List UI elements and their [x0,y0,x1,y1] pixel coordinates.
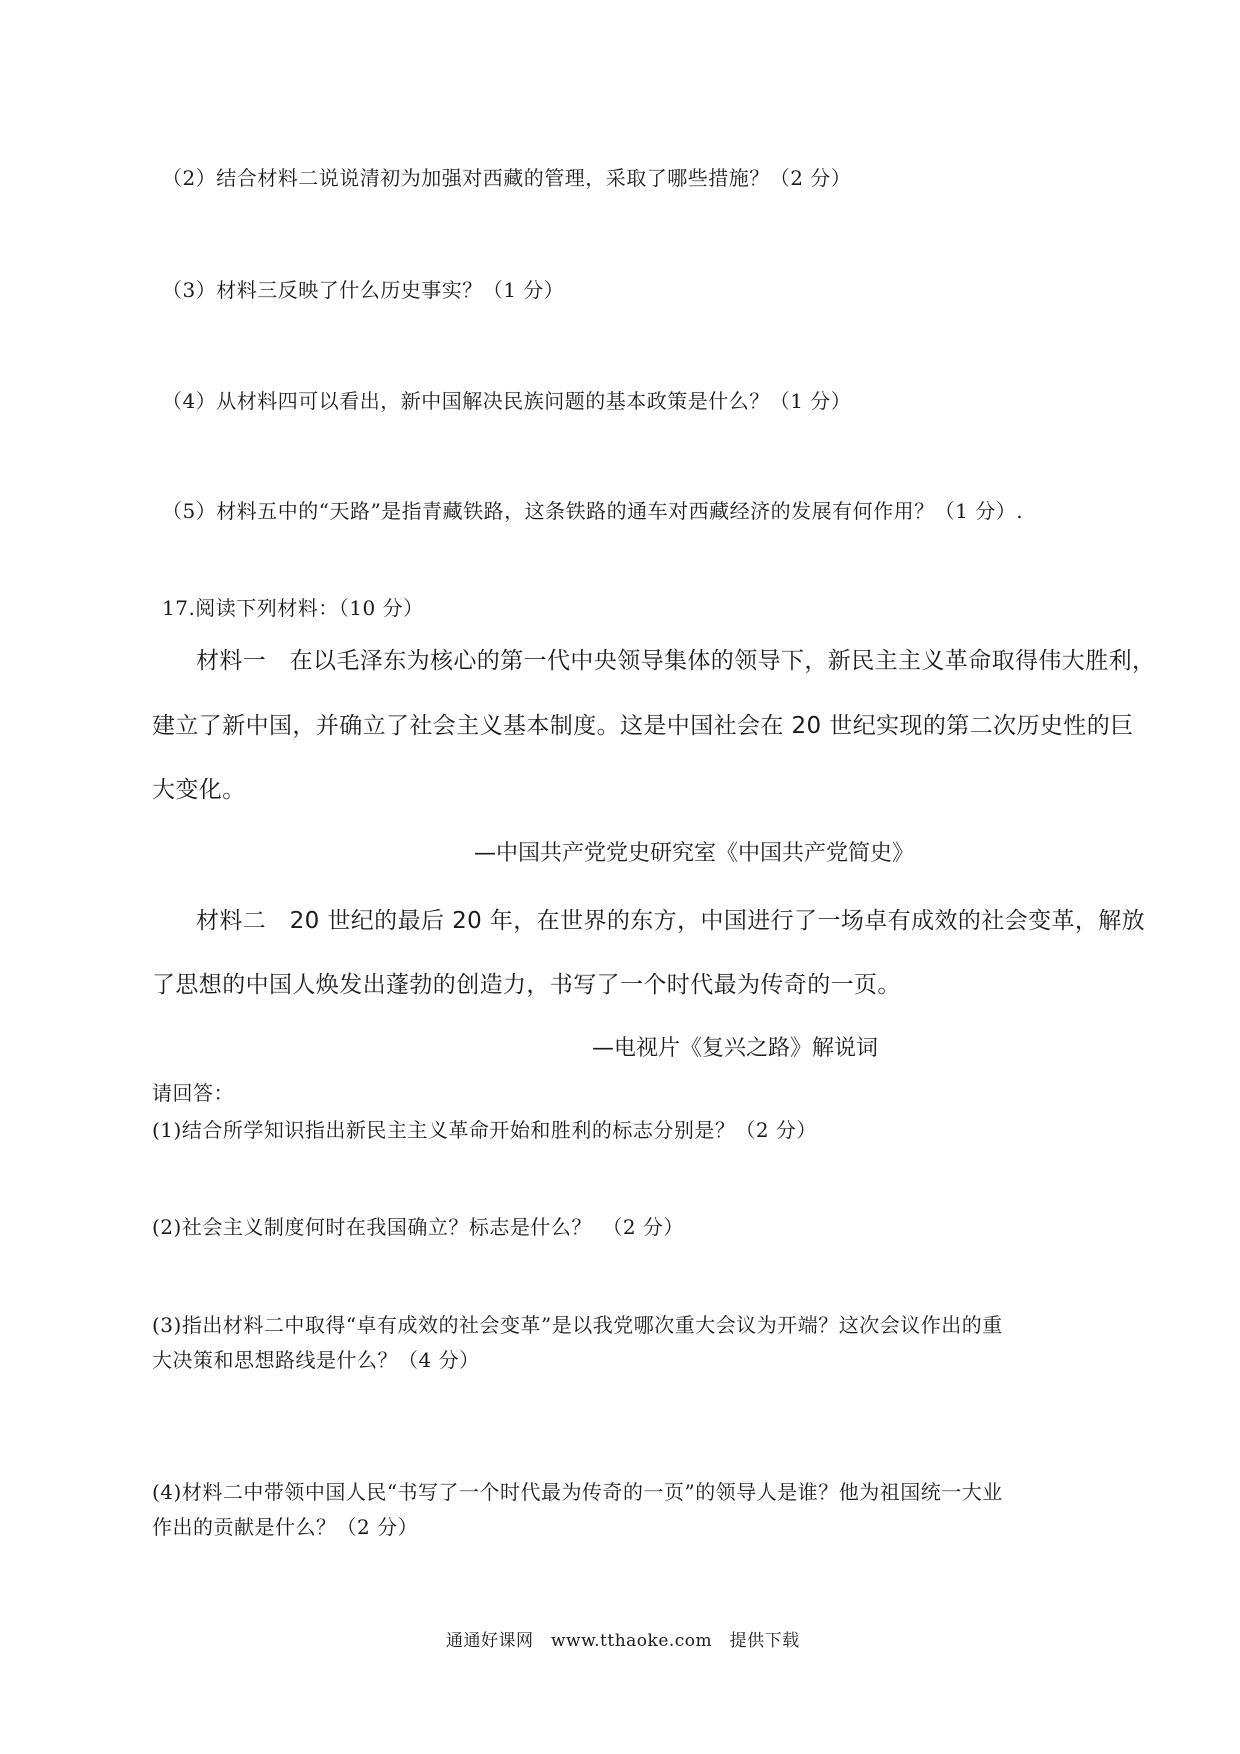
sub-question-4: (4)材料二中带领中国人民“书写了一个时代最为传奇的一页”的领导人是谁？他为祖国统一大业 [152,1480,1003,1504]
material-1-line: 大变化。 [152,777,246,803]
material-2-source: —电视片《复兴之路》解说词 [592,1036,879,1061]
material-2-line: 材料二 20 世纪的最后 20 年，在世界的东方，中国进行了一场卓有成效的社会变革，解放 [196,908,1146,934]
question-17-heading: 17.阅读下列材料：（10 分） [162,596,424,620]
page-footer: 通通好课网 www.tthaoke.com 提供下载 [446,1631,800,1651]
sub-question-3-cont: 大决策和思想路线是什么？（4 分） [152,1348,480,1372]
sub-question-3: (3)指出材料二中取得“卓有成效的社会变革”是以我党哪次重大会议为开端？这次会议作出的重 [152,1313,1003,1337]
answer-prompt: 请回答： [152,1081,234,1105]
question-2: （2）结合材料二说说清初为加强对西藏的管理，采取了哪些措施？（2 分） [162,166,852,190]
sub-question-2: (2)社会主义制度何时在我国确立？标志是什么？ （2 分） [152,1215,684,1239]
question-3: （3）材料三反映了什么历史事实？（1 分） [162,278,565,302]
material-1-line: 建立了新中国，并确立了社会主义基本制度。这是中国社会在 20 世纪实现的第二次历史性的巨 [152,713,1134,739]
material-1-source: —中国共产党党史研究室《中国共产党简史》 [474,841,915,866]
material-1-line: 材料一 在以毛泽东为核心的第一代中央领导集体的领导下，新民主主义革命取得伟大胜利， [196,648,1156,674]
question-4: （4）从材料四可以看出，新中国解决民族问题的基本政策是什么？（1 分） [162,389,852,413]
question-5: （5）材料五中的“天路”是指青藏铁路，这条铁路的通车对西藏经济的发展有何作用？（1 分）. [162,499,1024,523]
material-2-line: 了思想的中国人焕发出蓬勃的创造力，书写了一个时代最为传奇的一页。 [152,972,901,998]
sub-question-4-cont: 作出的贡献是什么？（2 分） [152,1515,419,1539]
sub-question-1: (1)结合所学知识指出新民主主义革命开始和胜利的标志分别是？（2 分） [152,1118,817,1142]
